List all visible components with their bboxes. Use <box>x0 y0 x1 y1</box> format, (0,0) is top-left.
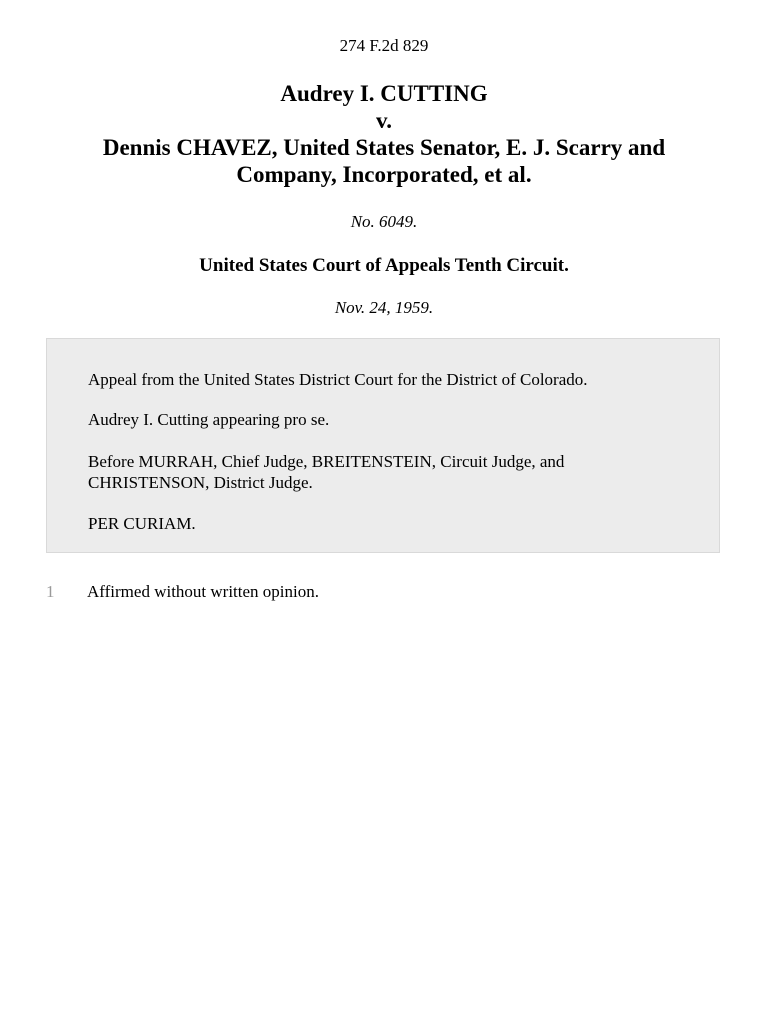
docket-number: No. 6049. <box>350 212 418 231</box>
paragraph-text: Affirmed without written opinion. <box>87 582 319 601</box>
appellees-line-2: Company, Incorporated, et al. <box>236 162 532 187</box>
versus-label: v. <box>376 108 392 133</box>
panel-text: Before MURRAH, Chief Judge, BREITENSTEIN, Circuit Judge, and CHRISTENSON, District Judge. <box>88 452 565 492</box>
appellant-name: Audrey I. CUTTING <box>280 81 488 106</box>
per-curiam-label: PER CURIAM. <box>88 514 196 533</box>
counsel-text: Audrey I. Cutting appearing pro se. <box>88 410 330 429</box>
case-caption <box>40 80 728 188</box>
appellees-line-1: Dennis CHAVEZ, United States Senator, E. J. Scarry and <box>102 135 666 160</box>
paragraph-number: 1 <box>46 582 55 601</box>
case-citation: 274 F.2d 829 <box>339 36 429 55</box>
appeal-from-text: Appeal from the United States District Court for the District of Colorado. <box>88 370 588 389</box>
decision-date: Nov. 24, 1959. <box>334 298 434 317</box>
court-name: United States Court of Appeals Tenth Circuit. <box>199 255 569 276</box>
headnote-box <box>46 338 720 553</box>
